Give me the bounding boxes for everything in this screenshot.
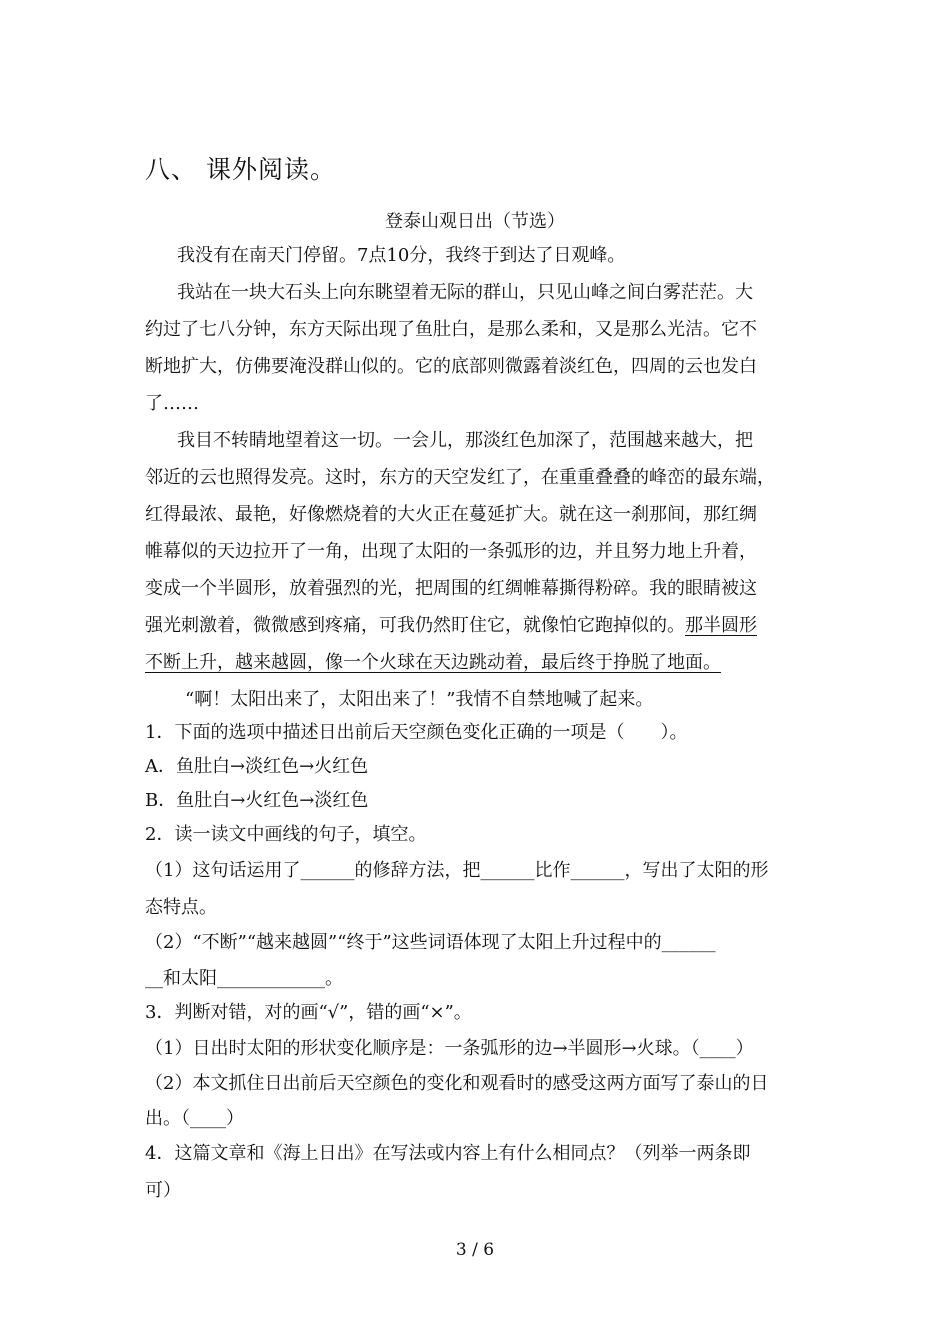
- passage-line: 了……: [145, 393, 199, 414]
- passage-text: 强光刺激着，微微感到疼痛，可我仍然盯住它，就像怕它跑掉似的。: [145, 615, 685, 636]
- question-2-stem: 2．读一读文中画线的句子，填空。: [145, 824, 427, 845]
- question-2-part-1: （1）这句话运用了______的修辞方法，把______比作______，写出了太阳的形: [145, 860, 769, 881]
- passage-title: 登泰山观日出（节选）: [385, 211, 565, 232]
- question-3-part-1: （1）日出时太阳的形状变化顺序是：一条弧形的边→半圆形→火球。（____）: [145, 1038, 754, 1059]
- passage-line: 我站在一块大石头上向东眺望着无际的群山，只见山峰之间白雾茫茫。大: [177, 282, 753, 303]
- passage-line: 帷幕似的天边拉开了一角，出现了太阳的一条弧形的边，并且努力地上升着，: [145, 541, 757, 562]
- passage-line: 邻近的云也照得发亮。这时，东方的天空发红了，在重重叠叠的峰峦的最东端，: [145, 467, 775, 488]
- passage-line: 我目不转睛地望着这一切。一会儿，那淡红色加深了，范围越来越大，把: [177, 430, 753, 451]
- passage-line: “啊！太阳出来了，太阳出来了！”我情不自禁地喊了起来。: [185, 689, 654, 710]
- question-3-part-2: （2）本文抓住日出前后天空颜色的变化和观看时的感受这两方面写了泰山的日: [145, 1073, 769, 1094]
- passage-line: 断地扩大，仿佛要淹没群山似的。它的底部则微露着淡红色，四周的云也发白: [145, 356, 757, 377]
- underlined-sentence: 不断上升，越来越圆，像一个火球在天边跳动着，最后终于挣脱了地面。: [145, 652, 721, 673]
- question-2-part-1-cont: 态特点。: [145, 897, 217, 918]
- question-1-option-b: B．鱼肚白→火红色→淡红色: [145, 790, 369, 811]
- section-title: 八、 课外阅读。: [145, 155, 336, 184]
- question-1-option-a: A．鱼肚白→淡红色→火红色: [145, 756, 369, 777]
- question-4-stem: 4．这篇文章和《海上日出》在写法或内容上有什么相同点？（列举一两条即: [145, 1143, 751, 1164]
- passage-line: 变成一个半圆形，放着强烈的光，把周围的红绸帷幕撕得粉碎。我的眼睛被这: [145, 578, 757, 599]
- underlined-sentence: 那半圆形: [685, 615, 757, 636]
- page-number: 3 / 6: [455, 1240, 495, 1260]
- passage-line: 约过了七八分钟，东方天际出现了鱼肚白，是那么柔和，又是那么光洁。它不: [145, 319, 757, 340]
- question-3-part-2-cont: 出。（____）: [145, 1108, 244, 1129]
- question-2-part-2-cont: __和太阳____________。: [145, 968, 343, 989]
- question-2-part-2: （2）“不断”“越来越圆”“终于”这些词语体现了太阳上升过程中的______: [145, 932, 716, 953]
- passage-line: 我没有在南天门停留。7点10分，我终于到达了日观峰。: [177, 245, 626, 266]
- passage-line: 红得最浓、最艳，好像燃烧着的大火正在蔓延扩大。就在这一刹那间，那红绸: [145, 504, 757, 525]
- passage-line: [145, 614, 757, 638]
- question-4-stem-cont: 可）: [145, 1180, 181, 1201]
- question-3-stem: 3．判断对错，对的画“√”，错的画“×”。: [145, 1002, 472, 1023]
- question-1-stem: 1．下面的选项中描述日出前后天空颜色变化正确的一项是（ ）。: [145, 722, 688, 743]
